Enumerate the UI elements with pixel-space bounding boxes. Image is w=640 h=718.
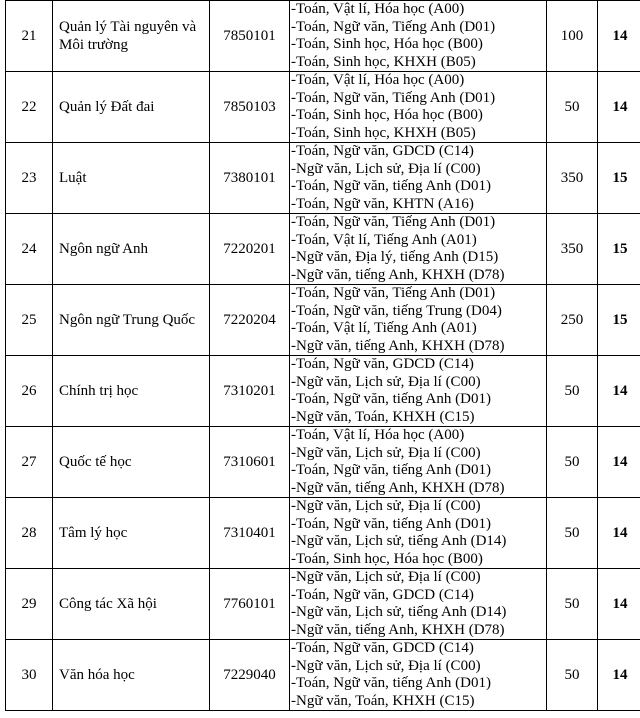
major-code-cell: 7220201 <box>210 214 290 285</box>
min-score-cell: 14 <box>598 72 640 143</box>
row-number-cell: 22 <box>6 72 53 143</box>
subject-combination: -Ngữ văn, tiếng Anh, KHXH (D78) <box>291 479 505 496</box>
admissions-table <box>5 0 640 711</box>
table-row <box>6 498 640 569</box>
subject-combinations-cell <box>290 285 547 356</box>
quota-cell: 50 <box>547 498 598 569</box>
major-name-cell: Luật <box>53 143 210 214</box>
row-number-cell: 23 <box>6 143 53 214</box>
subject-combination: -Toán, Ngữ văn, tiếng Trung (D04) <box>291 302 502 319</box>
subject-combination: -Toán, Ngữ văn, tiếng Anh (D01) <box>291 391 491 407</box>
subject-combination: -Toán, Ngữ văn, tiếng Anh (D01) <box>291 462 491 478</box>
subject-combination: -Toán, Vật lí, Hóa học (A00) <box>291 72 465 88</box>
min-score-cell: 14 <box>598 1 640 72</box>
major-code-cell: 7229040 <box>210 640 290 711</box>
subject-combination: -Ngữ văn, Lịch sử, Địa lí (C00) <box>291 569 481 585</box>
quota-cell: 50 <box>547 427 598 498</box>
subject-combination: -Ngữ văn, Lịch sử, Địa lí (C00) <box>291 160 481 177</box>
subject-combination: -Toán, Vật lí, Tiếng Anh (A01) <box>291 320 477 336</box>
min-score-cell: 14 <box>598 498 640 569</box>
subject-combination: -Toán, Sinh học, Hóa học (B00) <box>291 550 483 567</box>
subject-combination: -Toán, Ngữ văn, GDCD (C14) <box>291 640 474 656</box>
subject-combination: -Ngữ văn, tiếng Anh, KHXH (D78) <box>291 266 505 283</box>
subject-combination: -Toán, Ngữ văn, Tiếng Anh (D01) <box>291 18 496 35</box>
subject-combinations-cell <box>290 569 547 640</box>
subject-combinations-cell <box>290 143 547 214</box>
subject-combinations-cell <box>290 214 547 285</box>
major-name-cell: Quốc tế học <box>53 427 210 498</box>
major-name-cell: Ngôn ngữ Trung Quốc <box>53 285 210 356</box>
min-score-cell: 15 <box>598 285 640 356</box>
quota-cell: 100 <box>547 1 598 72</box>
major-name-cell: Văn hóa học <box>53 640 210 711</box>
table-row <box>6 1 640 72</box>
min-score-cell: 14 <box>598 569 640 640</box>
table-row <box>6 640 640 711</box>
subject-combination: -Ngữ văn, Lịch sử, Địa lí (C00) <box>291 498 481 514</box>
subject-combination: -Ngữ văn, Lịch sử, tiếng Anh (D14) <box>291 533 507 549</box>
quota-cell: 350 <box>547 143 598 214</box>
table-row <box>6 356 640 427</box>
subject-combination: -Ngữ văn, Lịch sử, Địa lí (C00) <box>291 444 481 461</box>
min-score-cell: 15 <box>598 143 640 214</box>
subject-combination: -Toán, Sinh học, Hóa học (B00) <box>291 107 483 123</box>
major-code-cell: 7380101 <box>210 143 290 214</box>
subject-combination: -Toán, Ngữ văn, GDCD (C14) <box>291 143 474 159</box>
quota-cell: 50 <box>547 569 598 640</box>
major-name-cell: Tâm lý học <box>53 498 210 569</box>
subject-combinations-cell <box>290 356 547 427</box>
subject-combination: -Toán, Sinh học, KHXH (B05) <box>291 53 476 70</box>
subject-combination: -Ngữ văn, tiếng Anh, KHXH (D78) <box>291 337 505 354</box>
subject-combination: -Ngữ văn, Lịch sử, Địa lí (C00) <box>291 657 481 674</box>
subject-combination: -Toán, Ngữ văn, GDCD (C14) <box>291 586 474 603</box>
subject-combination: -Toán, Ngữ văn, tiếng Anh (D01) <box>291 675 491 691</box>
row-number-cell: 26 <box>6 356 53 427</box>
subject-combination: -Toán, Ngữ văn, tiếng Anh (D01) <box>291 515 491 532</box>
subject-combinations-cell <box>290 72 547 143</box>
row-number-cell: 27 <box>6 427 53 498</box>
subject-combination: -Toán, Ngữ văn, GDCD (C14) <box>291 356 474 372</box>
table-row <box>6 143 640 214</box>
row-number-cell: 29 <box>6 569 53 640</box>
table-row <box>6 285 640 356</box>
major-code-cell: 7310201 <box>210 356 290 427</box>
subject-combination: -Toán, Sinh học, Hóa học (B00) <box>291 36 483 52</box>
major-code-cell: 7850101 <box>210 1 290 72</box>
row-number-cell: 30 <box>6 640 53 711</box>
major-name-cell: Quản lý Tài nguyên và Môi trường <box>53 1 210 72</box>
table-row <box>6 214 640 285</box>
min-score-cell: 15 <box>598 214 640 285</box>
quota-cell: 250 <box>547 285 598 356</box>
subject-combination: -Toán, Vật lí, Hóa học (A00) <box>291 1 465 17</box>
major-code-cell: 7850103 <box>210 72 290 143</box>
row-number-cell: 24 <box>6 214 53 285</box>
major-name-cell: Quản lý Đất đai <box>53 72 210 143</box>
row-number-cell: 21 <box>6 1 53 72</box>
subject-combination: -Ngữ văn, Địa lý, tiếng Anh (D15) <box>291 249 499 265</box>
major-code-cell: 7220204 <box>210 285 290 356</box>
subject-combination: -Toán, Ngữ văn, Tiếng Anh (D01) <box>291 285 496 301</box>
table-row <box>6 427 640 498</box>
subject-combination: -Toán, Sinh học, KHXH (B05) <box>291 124 476 141</box>
subject-combinations-cell <box>290 427 547 498</box>
subject-combination: -Ngữ văn, Toán, KHXH (C15) <box>291 408 475 425</box>
major-name-cell: Ngôn ngữ Anh <box>53 214 210 285</box>
subject-combination: -Toán, Ngữ văn, Tiếng Anh (D01) <box>291 89 496 106</box>
subject-combinations-cell <box>290 498 547 569</box>
major-code-cell: 7760101 <box>210 569 290 640</box>
quota-cell: 350 <box>547 214 598 285</box>
row-number-cell: 25 <box>6 285 53 356</box>
subject-combination: -Ngữ văn, Lịch sử, Địa lí (C00) <box>291 373 481 390</box>
major-name-cell: Công tác Xã hội <box>53 569 210 640</box>
major-code-cell: 7310401 <box>210 498 290 569</box>
subject-combinations-cell <box>290 1 547 72</box>
table-row <box>6 569 640 640</box>
subject-combination: -Ngữ văn, tiếng Anh, KHXH (D78) <box>291 621 505 638</box>
subject-combination: -Toán, Ngữ văn, tiếng Anh (D01) <box>291 178 491 194</box>
table-body <box>6 1 640 711</box>
min-score-cell: 14 <box>598 427 640 498</box>
subject-combination: -Ngữ văn, Lịch sử, tiếng Anh (D14) <box>291 604 507 620</box>
subject-combinations-cell <box>290 640 547 711</box>
quota-cell: 50 <box>547 72 598 143</box>
table-row <box>6 72 640 143</box>
min-score-cell: 14 <box>598 640 640 711</box>
subject-combination: -Toán, Ngữ văn, KHTN (A16) <box>291 195 474 212</box>
min-score-cell: 14 <box>598 356 640 427</box>
subject-combination: -Toán, Vật lí, Hóa học (A00) <box>291 427 465 443</box>
major-name-cell: Chính trị học <box>53 356 210 427</box>
quota-cell: 50 <box>547 640 598 711</box>
row-number-cell: 28 <box>6 498 53 569</box>
quota-cell: 50 <box>547 356 598 427</box>
subject-combination: -Toán, Ngữ văn, Tiếng Anh (D01) <box>291 214 496 230</box>
subject-combination: -Ngữ văn, Toán, KHXH (C15) <box>291 692 475 709</box>
major-code-cell: 7310601 <box>210 427 290 498</box>
subject-combination: -Toán, Vật lí, Tiếng Anh (A01) <box>291 231 477 248</box>
